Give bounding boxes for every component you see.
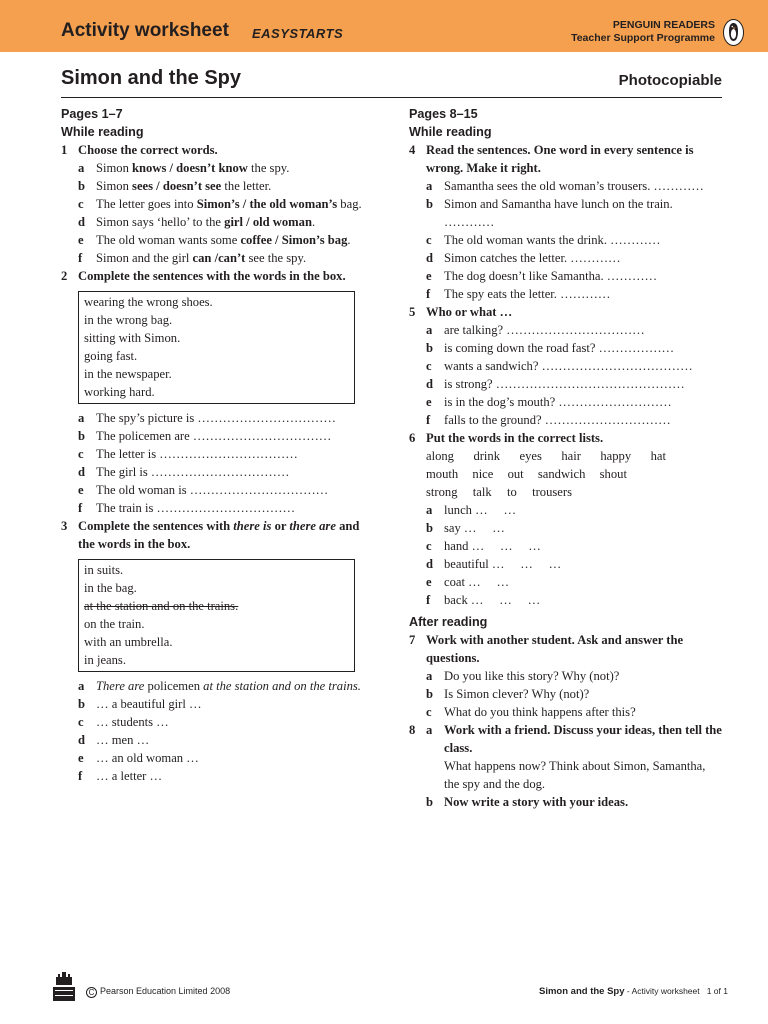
item-text: Is Simon clever? Why (not)? <box>444 687 590 701</box>
item-letter: b <box>78 179 86 193</box>
q4-item <box>409 267 722 285</box>
item-letter: a <box>426 503 433 517</box>
item-letter: f <box>78 501 83 515</box>
item-letter: e <box>426 269 432 283</box>
item-letter: e <box>426 575 432 589</box>
item-letter: a <box>426 323 433 337</box>
q3-item <box>61 695 363 713</box>
footer-book-title: Simon and the Spy <box>539 986 625 997</box>
item-letter: c <box>78 447 84 461</box>
item-text: is coming down the road fast? ……………… <box>444 341 675 355</box>
q1-item <box>61 213 363 231</box>
item-letter: b <box>426 795 434 809</box>
question-2 <box>61 267 363 285</box>
pages-heading: Pages 1–7 <box>61 107 123 121</box>
item-letter: b <box>426 521 434 535</box>
q4-item <box>409 249 722 267</box>
item-text: The letter is …………………………… <box>96 447 298 461</box>
item-text: falls to the ground? ………………………… <box>444 413 671 427</box>
item-letter: d <box>426 557 434 571</box>
word: trousers <box>532 485 572 499</box>
word: along <box>426 449 454 463</box>
page-title: Simon and the Spy <box>61 67 242 89</box>
q4-item <box>409 285 722 303</box>
question-number: 8 <box>409 723 416 737</box>
item-text: … men … <box>96 733 150 747</box>
item-text: lunch … … <box>444 503 517 517</box>
word: drink <box>473 449 501 463</box>
box-entry: in the newspaper. <box>84 367 172 381</box>
question-8a <box>426 721 722 793</box>
right-column <box>409 105 722 811</box>
q1-item <box>61 177 363 195</box>
title-divider <box>61 97 722 98</box>
while-reading-heading: While reading <box>409 125 492 139</box>
item-letter: b <box>426 197 434 211</box>
question-number: 4 <box>409 143 416 157</box>
question-number: 5 <box>409 305 416 319</box>
photocopiable-label: Photocopiable <box>618 72 722 89</box>
q3-item <box>61 749 363 767</box>
word: eyes <box>519 449 542 463</box>
word: out <box>507 467 524 481</box>
box-entry: going fast. <box>84 349 138 363</box>
question-5 <box>409 303 722 321</box>
item-letter: b <box>426 341 434 355</box>
item-text: coat … … <box>444 575 510 589</box>
item-letter: f <box>78 251 83 265</box>
q4-item <box>409 177 722 195</box>
q5-item <box>409 339 722 357</box>
box-entry: wearing the wrong shoes. <box>84 295 213 309</box>
box-entry: in the wrong bag. <box>84 313 173 327</box>
item-letter: a <box>426 723 433 737</box>
q2-item <box>61 481 363 499</box>
item-letter: b <box>78 697 86 711</box>
item-text: beautiful … … … <box>444 557 562 571</box>
footer-right <box>539 986 728 997</box>
while-reading-heading: While reading <box>61 125 144 139</box>
q6-item <box>409 555 722 573</box>
item-letter: a <box>426 669 433 683</box>
box-entry: on the train. <box>84 617 145 631</box>
question-text: Complete the sentences with there is or there are and the words in the box. <box>78 519 360 551</box>
question-text: Complete the sentences with the words in the box. <box>78 269 346 283</box>
item-text: Simon catches the letter. ………… <box>444 251 621 265</box>
item-text: The old woman wants some coffee / Simon’s bag. <box>96 233 351 247</box>
word: mouth <box>426 467 459 481</box>
word-box <box>78 291 355 404</box>
box-entry: in jeans. <box>84 653 126 667</box>
q7-item <box>409 685 722 703</box>
item-text: What do you think happens after this? <box>444 705 636 719</box>
q5-item <box>409 357 722 375</box>
item-letter: d <box>426 251 434 265</box>
question-text: Read the sentences. One word in every sentence is wrong. Make it right. <box>426 143 694 175</box>
item-text: say … … <box>444 521 505 535</box>
item-letter: c <box>78 715 84 729</box>
q2-item <box>61 499 363 517</box>
publisher-name: PENGUIN READERS <box>612 19 715 31</box>
item-text: … students … <box>96 715 169 729</box>
item-letter: c <box>426 705 432 719</box>
item-letter: f <box>426 593 431 607</box>
item-text: The letter goes into Simon’s / the old woman’s bag. <box>96 197 362 211</box>
q5-item <box>409 393 722 411</box>
footer-suffix: - Activity worksheet <box>624 986 700 996</box>
item-text: Simon sees / doesn’t see the letter. <box>96 179 272 193</box>
item-text: The spy’s picture is …………………………… <box>96 411 336 425</box>
q4-item <box>409 231 722 249</box>
q3-example-item <box>61 677 363 695</box>
word-list-row <box>409 465 627 483</box>
item-text: Simon knows / doesn’t know the spy. <box>96 161 290 175</box>
item-letter: f <box>426 413 431 427</box>
box-entry: in suits. <box>84 563 124 577</box>
item-text: wants a sandwich? ……………………………… <box>444 359 693 373</box>
q1-item <box>61 231 363 249</box>
pearson-longman-logo-icon <box>53 969 75 1001</box>
question-number: 7 <box>409 633 416 647</box>
box-entry: sitting with Simon. <box>84 331 181 345</box>
item-text: Do you like this story? Why (not)? <box>444 669 620 683</box>
footer <box>0 966 768 1006</box>
q1-item <box>61 159 363 177</box>
penguin-logo-icon <box>723 19 744 46</box>
q4-item <box>409 195 722 231</box>
question-text: Choose the correct words. <box>78 143 218 157</box>
word: strong <box>426 485 458 499</box>
item-letter: e <box>426 395 432 409</box>
copyright-notice <box>86 986 230 998</box>
question-number: 1 <box>61 143 68 157</box>
q3-item <box>61 713 363 731</box>
item-text: The girl is …………………………… <box>96 465 290 479</box>
item-letter: f <box>78 769 83 783</box>
word: happy <box>600 449 632 463</box>
item-text: are talking? …………………………… <box>444 323 645 337</box>
copyright-icon: C <box>86 987 97 998</box>
item-text: There are policemen at the station and on the trains. <box>96 679 361 693</box>
q2-item <box>61 409 363 427</box>
item-text: Work with a friend. Discuss your ideas, then tell the class. What happens now? Think about Simon, Samantha, the spy and the dog. <box>444 723 722 791</box>
item-text: … an old woman … <box>96 751 199 765</box>
box-entry: working hard. <box>84 385 155 399</box>
question-6 <box>409 429 722 447</box>
item-letter: e <box>78 483 84 497</box>
publisher-block <box>571 19 715 45</box>
word: shout <box>599 467 627 481</box>
item-text: The old woman wants the drink. ………… <box>444 233 661 247</box>
item-letter: e <box>78 233 84 247</box>
item-letter: c <box>426 539 432 553</box>
q6-item <box>409 501 722 519</box>
q1-item <box>61 249 363 267</box>
q5-item <box>409 321 722 339</box>
box-entry: in the bag. <box>84 581 137 595</box>
word-list-row <box>409 483 572 501</box>
q3-item <box>61 767 363 785</box>
box-entry: with an umbrella. <box>84 635 173 649</box>
left-column <box>61 105 363 785</box>
question-4 <box>409 141 722 177</box>
question-number: 6 <box>409 431 416 445</box>
item-letter: a <box>78 679 85 693</box>
item-letter: f <box>426 287 431 301</box>
question-text: Work with another student. Ask and answer the questions. <box>426 633 684 665</box>
q8-item <box>409 793 722 811</box>
item-letter: d <box>78 733 86 747</box>
question-3 <box>61 517 363 553</box>
item-text: Simon says ‘hello’ to the girl / old woman. <box>96 215 316 229</box>
question-8 <box>409 721 722 793</box>
after-reading-heading: After reading <box>409 615 488 629</box>
item-text: Simon and the girl can /can’t see the spy. <box>96 251 307 265</box>
item-letter: d <box>78 215 86 229</box>
q2-item <box>61 463 363 481</box>
item-text: … a beautiful girl … <box>96 697 202 711</box>
item-letter: d <box>78 465 86 479</box>
q5-item <box>409 375 722 393</box>
copyright-text: Pearson Education Limited 2008 <box>100 986 231 996</box>
header-banner <box>0 0 768 52</box>
item-text: is strong? ……………………………………… <box>444 377 685 391</box>
question-text: Put the words in the correct lists. <box>426 431 604 445</box>
question-7 <box>409 631 722 667</box>
word: hair <box>561 449 581 463</box>
pages-heading: Pages 8–15 <box>409 107 478 121</box>
item-letter: c <box>78 197 84 211</box>
title-bar <box>61 67 722 95</box>
question-number: 3 <box>61 519 68 533</box>
q6-item <box>409 519 722 537</box>
q6-item <box>409 573 722 591</box>
item-letter: b <box>78 429 86 443</box>
word-box <box>78 559 355 672</box>
item-text: back … … … <box>444 593 541 607</box>
q5-item <box>409 411 722 429</box>
word: to <box>507 485 517 499</box>
q7-item <box>409 703 722 721</box>
item-letter: c <box>426 359 432 373</box>
level-label: EASYSTARTS <box>252 26 344 41</box>
q6-item <box>409 537 722 555</box>
question-1 <box>61 141 363 159</box>
q7-item <box>409 667 722 685</box>
box-entry-crossed: at the station and on the trains. <box>84 599 239 613</box>
word-list-row <box>409 447 666 465</box>
item-text: Simon and Samantha have lunch on the train. ………… <box>444 197 673 229</box>
activity-worksheet-title: Activity worksheet <box>61 20 229 41</box>
word: nice <box>472 467 494 481</box>
item-text: … a letter … <box>96 769 163 783</box>
item-text: The policemen are …………………………… <box>96 429 332 443</box>
item-text: Now write a story with your ideas. <box>444 795 629 809</box>
word: talk <box>472 485 492 499</box>
question-text: Who or what … <box>426 305 513 319</box>
item-text: hand … … … <box>444 539 541 553</box>
item-letter: a <box>426 179 433 193</box>
question-number: 2 <box>61 269 68 283</box>
item-text: The train is …………………………… <box>96 501 296 515</box>
q1-item <box>61 195 363 213</box>
item-text: Samantha sees the old woman’s trousers. ………… <box>444 179 704 193</box>
word: hat <box>650 449 666 463</box>
item-text: The old woman is …………………………… <box>96 483 329 497</box>
item-letter: a <box>78 411 85 425</box>
item-text: is in the dog’s mouth? ……………………… <box>444 395 672 409</box>
page-number: 1 of 1 <box>706 986 728 996</box>
item-letter: b <box>426 687 434 701</box>
word: sandwich <box>537 467 586 481</box>
item-letter: e <box>78 751 84 765</box>
item-letter: a <box>78 161 85 175</box>
q6-item <box>409 591 722 609</box>
q2-item <box>61 445 363 463</box>
item-letter: c <box>426 233 432 247</box>
q3-item <box>61 731 363 749</box>
item-text: The spy eats the letter. ………… <box>444 287 611 301</box>
item-text: The dog doesn’t like Samantha. ………… <box>444 269 658 283</box>
q2-item <box>61 427 363 445</box>
programme-name: Teacher Support Programme <box>571 32 715 44</box>
item-letter: d <box>426 377 434 391</box>
